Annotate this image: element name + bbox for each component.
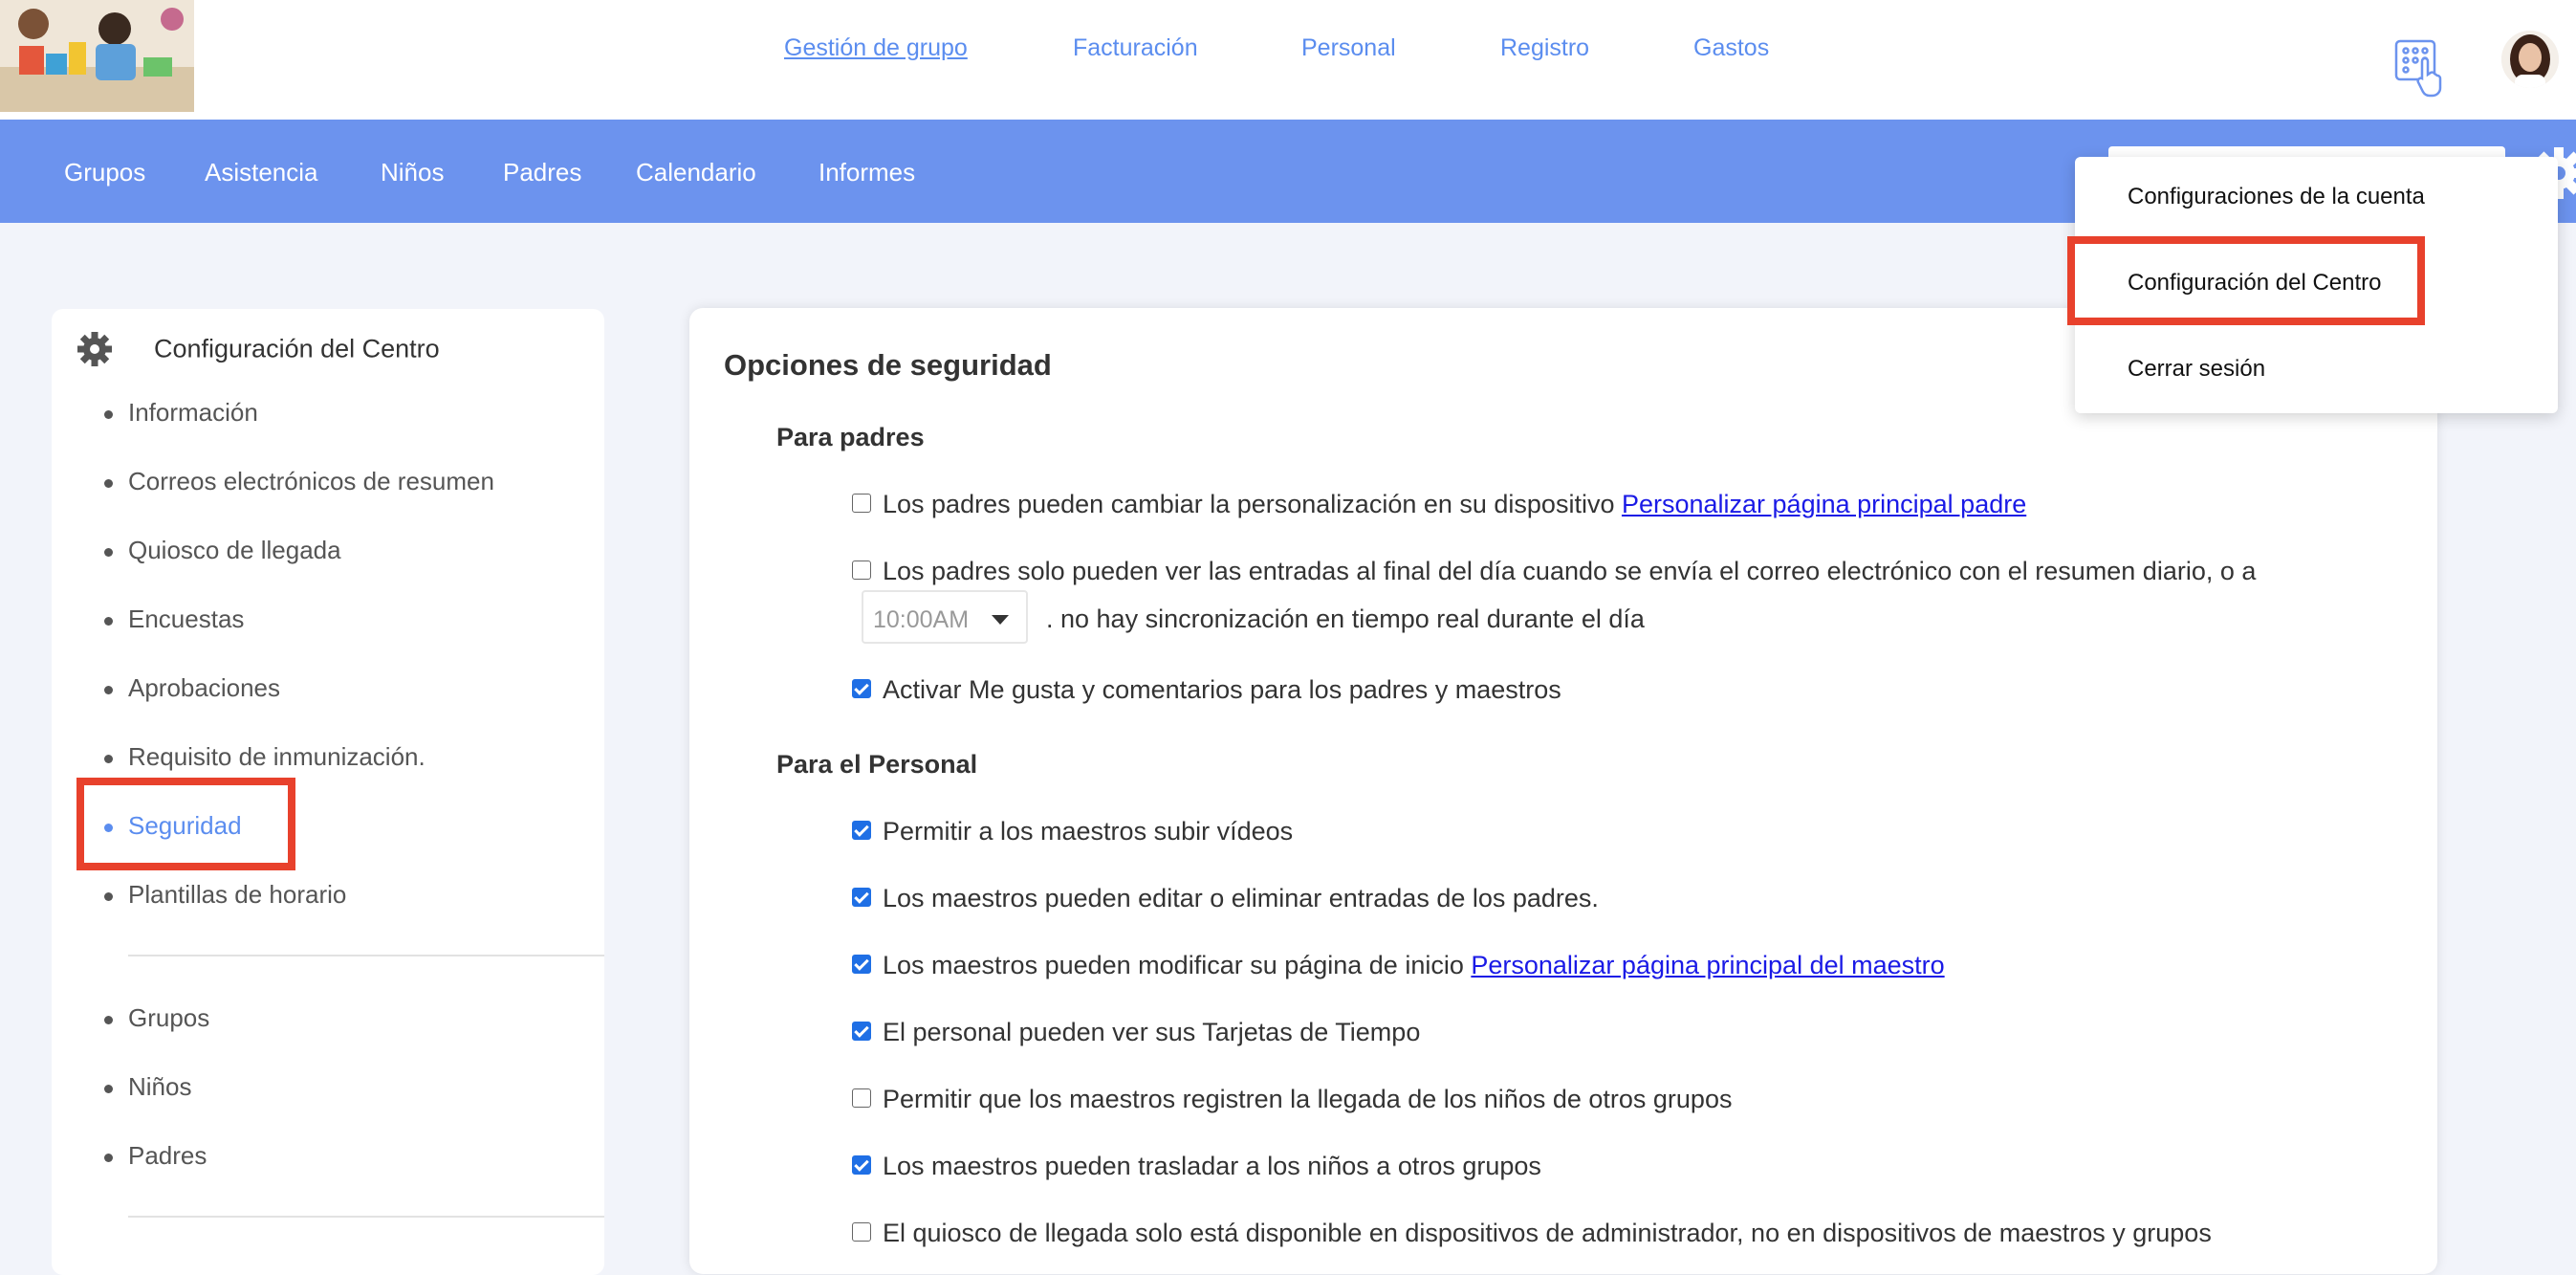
logo-image[interactable]	[0, 0, 194, 112]
sidebar-item-label: Aprobaciones	[128, 673, 280, 702]
bullet	[104, 479, 113, 488]
sidebar-item-label: Quiosco de llegada	[128, 536, 341, 564]
sidebar-title: Configuración del Centro	[154, 334, 440, 363]
option-label: Activar Me gusta y comentarios para los padres y maestros	[883, 675, 1561, 704]
account-dropdown-menu	[2075, 157, 2558, 413]
checkbox[interactable]	[852, 561, 871, 580]
customize-parent-home-link[interactable]: Personalizar página principal padre	[1621, 490, 2027, 518]
checkbox[interactable]	[852, 494, 871, 513]
section-title-staff: Para el Personal	[776, 750, 978, 779]
option-label: Los maestros pueden trasladar a los niños a otros grupos	[883, 1152, 1541, 1180]
bullet	[104, 824, 113, 832]
sidebar-item-label: Plantillas de horario	[128, 880, 347, 909]
sidebar-item-label: Información	[128, 398, 258, 427]
bullet	[104, 892, 113, 901]
option-label: Los maestros pueden modificar su página de inicio Personalizar página principal del maestro	[883, 951, 1945, 979]
option-label: Los padres solo pueden ver las entradas al final del día cuando se envía el correo electrónico con el resumen diario, o a	[883, 557, 2257, 585]
bullet	[104, 755, 113, 763]
menu-item-logout[interactable]: Cerrar sesión	[2128, 356, 2266, 382]
settings-sidebar	[52, 309, 604, 1275]
top-bar	[0, 0, 2576, 120]
customize-teacher-home-link[interactable]: Personalizar página principal del maestro	[1471, 951, 1945, 979]
page-title: Opciones de seguridad	[724, 348, 1052, 382]
gear-icon	[76, 331, 113, 367]
avatar[interactable]	[2501, 31, 2559, 88]
bullet	[104, 1154, 113, 1162]
option-label-continuation: . no hay sincronización en tiempo real durante el día	[1046, 605, 1645, 633]
sidebar-item-label: Padres	[128, 1141, 207, 1170]
nav-gestion-de-grupo[interactable]: Gestión de grupo	[784, 34, 968, 61]
nav-gastos[interactable]: Gastos	[1693, 34, 1770, 61]
nav-personal[interactable]: Personal	[1301, 34, 1396, 61]
checkbox[interactable]	[852, 955, 871, 974]
option-label: El personal pueden ver sus Tarjetas de Tiempo	[883, 1018, 1421, 1046]
option-label: Los maestros pueden editar o eliminar entradas de los padres.	[883, 884, 1599, 912]
kiosk-icon[interactable]	[2393, 38, 2451, 99]
checkbox[interactable]	[852, 1022, 871, 1041]
checkbox[interactable]	[852, 1155, 871, 1175]
checkbox[interactable]	[852, 888, 871, 907]
sidebar-item-label: Encuestas	[128, 605, 245, 633]
sidebar-item-label: Grupos	[128, 1003, 210, 1032]
bullet	[104, 410, 113, 419]
nav-facturacion[interactable]: Facturación	[1073, 34, 1198, 61]
bullet	[104, 1085, 113, 1093]
option-label: Permitir que los maestros registren la llegada de los niños de otros grupos	[883, 1085, 1733, 1113]
sidebar-item-label: Niños	[128, 1072, 192, 1101]
subnav-padres[interactable]: Padres	[503, 158, 582, 187]
sidebar-divider	[128, 955, 604, 956]
bullet	[104, 1016, 113, 1024]
sidebar-item-label: Correos electrónicos de resumen	[128, 467, 494, 495]
bullet	[104, 617, 113, 626]
menu-item-center-settings[interactable]: Configuración del Centro	[2128, 270, 2382, 296]
checkbox[interactable]	[852, 679, 871, 698]
subnav-grupos[interactable]: Grupos	[64, 158, 146, 187]
menu-item-account-settings[interactable]: Configuraciones de la cuenta	[2128, 184, 2425, 209]
sidebar-divider	[128, 1216, 604, 1218]
bullet	[104, 548, 113, 557]
checkbox[interactable]	[852, 1088, 871, 1108]
nav-registro[interactable]: Registro	[1500, 34, 1590, 61]
section-title-parents: Para padres	[776, 423, 925, 451]
option-label: Los padres pueden cambiar la personalización en su dispositivo Personalizar página principal padre	[883, 490, 2027, 518]
sidebar-item-label: Requisito de inmunización.	[128, 742, 426, 771]
time-select[interactable]	[862, 590, 1028, 644]
time-select-value: 10:00AM	[873, 606, 970, 633]
checkbox[interactable]	[852, 1222, 871, 1242]
checkbox[interactable]	[852, 821, 871, 840]
subnav-calendario[interactable]: Calendario	[636, 158, 756, 187]
bullet	[104, 686, 113, 694]
subnav-ninos[interactable]: Niños	[381, 158, 445, 187]
caret-down-icon	[992, 615, 1009, 625]
security-options-card	[689, 308, 2437, 1274]
subnav-asistencia[interactable]: Asistencia	[205, 158, 318, 187]
option-label: El quiosco de llegada solo está disponible en dispositivos de administrador, no en dispositivos de maestros y grupos	[883, 1219, 2212, 1247]
sidebar-item-label: Seguridad	[128, 811, 242, 840]
option-label: Permitir a los maestros subir vídeos	[883, 817, 1294, 846]
subnav-informes[interactable]: Informes	[819, 158, 916, 187]
